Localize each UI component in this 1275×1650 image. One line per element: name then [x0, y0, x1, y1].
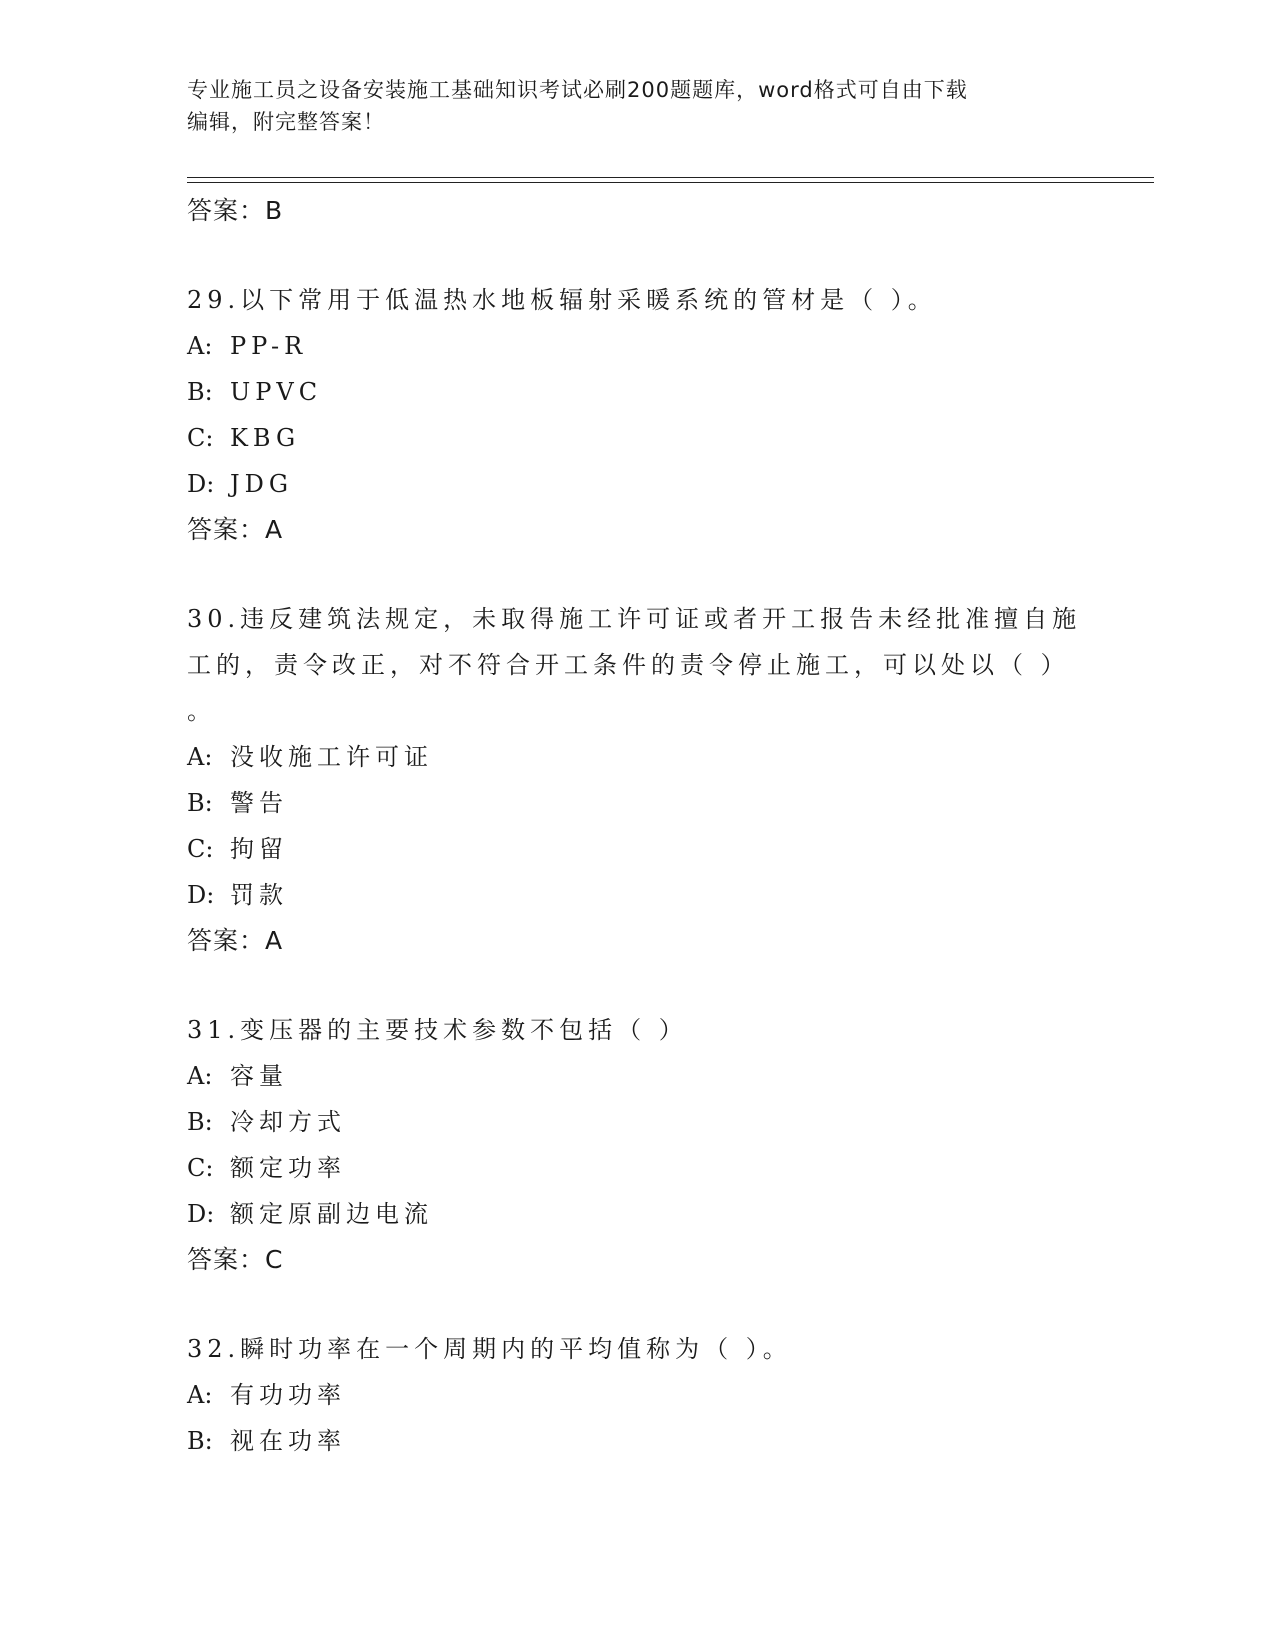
- option-b: [187, 1099, 1087, 1145]
- question-text: 32.瞬时功率在一个周期内的平均值称为（ ）。: [187, 1335, 792, 1363]
- option-label: D:: [187, 470, 215, 498]
- question-block: [187, 596, 1087, 964]
- question-block: [187, 1326, 1087, 1464]
- option-a: [187, 1372, 1087, 1418]
- answer-line: 答案：C: [187, 1245, 284, 1274]
- option-c: [187, 826, 1087, 872]
- option-text: 冷却方式: [230, 1108, 346, 1136]
- option-text: 视在功率: [230, 1427, 346, 1455]
- option-text: 拘留: [230, 835, 288, 863]
- question-block: [187, 277, 1087, 553]
- option-label: B:: [187, 1427, 213, 1455]
- answer-line: 答案：A: [187, 515, 284, 544]
- option-text: 警告: [230, 789, 288, 817]
- option-a: [187, 1053, 1087, 1099]
- spacer: [187, 964, 1087, 1007]
- header-title-line-2: 编辑，附完整答案！: [187, 110, 385, 134]
- option-a: [187, 734, 1087, 780]
- option-a: [187, 323, 1087, 369]
- option-label: C:: [187, 835, 214, 863]
- option-text: 有功功率: [230, 1381, 346, 1409]
- option-label: B:: [187, 789, 213, 817]
- option-d: [187, 461, 1087, 507]
- question-list: [187, 188, 1087, 1464]
- option-label: A:: [187, 1381, 213, 1409]
- option-c: [187, 1145, 1087, 1191]
- option-text: 容量: [230, 1062, 288, 1090]
- option-b: [187, 780, 1087, 826]
- option-text: PP-R: [230, 332, 308, 360]
- option-text: JDG: [230, 470, 294, 498]
- spacer: [187, 234, 1087, 277]
- option-d: [187, 872, 1087, 918]
- question-text: 工的，责令改正，对不符合开工条件的责令停止施工，可以处以（ ）: [187, 651, 1070, 679]
- header-divider-top: [187, 177, 1154, 178]
- answer-line: 答案：A: [187, 926, 284, 955]
- spacer: [187, 553, 1087, 596]
- option-text: 罚款: [230, 881, 288, 909]
- question-text: 。: [187, 697, 216, 725]
- option-d: [187, 1191, 1087, 1237]
- option-c: [187, 415, 1087, 461]
- previous-answer: 答案：B: [187, 196, 284, 225]
- question-text: 30.违反建筑法规定，未取得施工许可证或者开工报告未经批准擅自施: [187, 605, 1082, 633]
- option-text: 没收施工许可证: [230, 743, 433, 771]
- option-label: C:: [187, 1154, 214, 1182]
- option-label: C:: [187, 424, 214, 452]
- spacer: [187, 1283, 1087, 1326]
- option-label: D:: [187, 881, 215, 909]
- option-text: 额定功率: [230, 1154, 346, 1182]
- option-text: KBG: [230, 424, 301, 452]
- question-text: 31.变压器的主要技术参数不包括（ ）: [187, 1016, 688, 1044]
- question-text: 29.以下常用于低温热水地板辐射采暖系统的管材是（ ）。: [187, 286, 937, 314]
- option-label: A:: [187, 1062, 213, 1090]
- option-label: B:: [187, 378, 213, 406]
- option-b: [187, 1418, 1087, 1464]
- question-block: [187, 1007, 1087, 1283]
- option-label: A:: [187, 743, 213, 771]
- document-header: [187, 74, 1067, 138]
- option-text: UPVC: [230, 378, 323, 406]
- option-label: D:: [187, 1200, 215, 1228]
- option-text: 额定原副边电流: [230, 1200, 433, 1228]
- option-label: A:: [187, 332, 213, 360]
- option-label: B:: [187, 1108, 213, 1136]
- header-divider-bottom: [187, 182, 1154, 183]
- option-b: [187, 369, 1087, 415]
- header-title-line-1: 专业施工员之设备安装施工基础知识考试必刷200题题库，word格式可自由下载: [187, 78, 968, 102]
